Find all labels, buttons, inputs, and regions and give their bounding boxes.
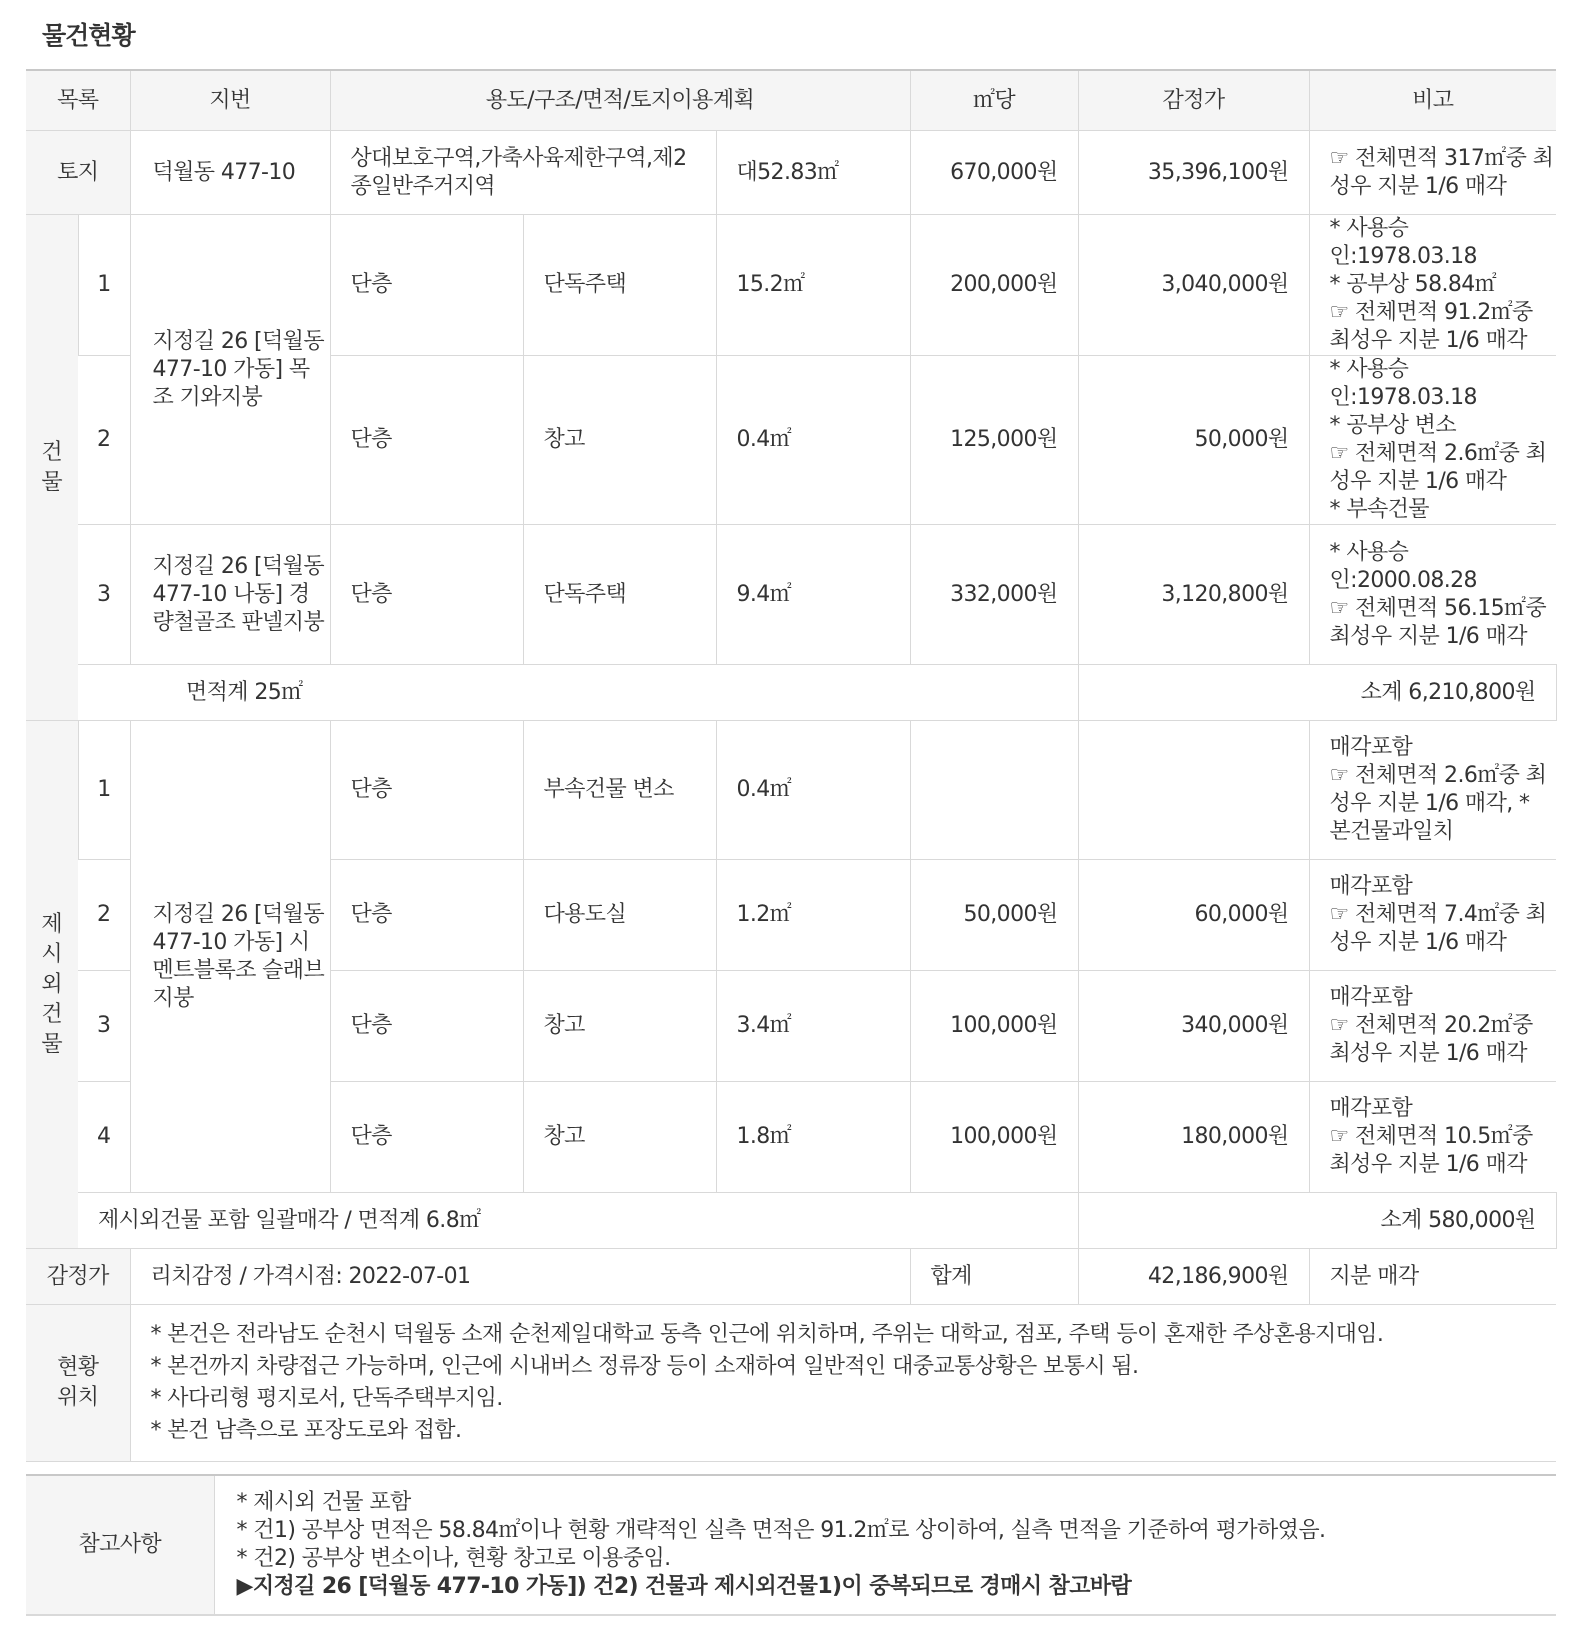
land-label: 토지 — [26, 131, 130, 215]
extra-area: 0.4㎡ — [716, 721, 910, 860]
extra-use: 창고 — [523, 971, 716, 1082]
extra-subtotal: 소계 580,000원 — [1078, 1193, 1556, 1249]
location-line: * 본건은 전라남도 순천시 덕월동 소재 순천제일대학교 동측 인근에 위치하며, 주위는 대학교, 점포, 주택 등이 혼재한 주상혼용지대임. — [150, 1322, 1384, 1347]
land-row — [26, 131, 1556, 215]
appraisal-row — [26, 1249, 1556, 1305]
property-status-table — [26, 69, 1556, 1462]
land-note: ☞ 전체면적 317㎡중 최성우 지분 1/6 매각 — [1309, 131, 1556, 215]
building-unit-price: 332,000원 — [910, 525, 1078, 665]
extra-floor: 단층 — [330, 971, 523, 1082]
reference-line: * 제시외 건물 포함 — [236, 1490, 411, 1515]
building-no: 3 — [78, 525, 130, 665]
reference-label: 참고사항 — [26, 1475, 214, 1615]
extra-price: 340,000원 — [1078, 971, 1309, 1082]
building-notes — [1309, 215, 1556, 356]
building-address-b: 지정길 26 [덕월동 477-10 나동] 경량철골조 판넬지붕 — [130, 525, 330, 665]
land-area: 대52.83㎡ — [716, 131, 910, 215]
building-no: 2 — [78, 356, 130, 525]
header-remarks: 비고 — [1309, 70, 1556, 131]
building-address-a: 지정길 26 [덕월동 477-10 가동] 목조 기와지붕 — [130, 215, 330, 525]
building-notes — [1309, 525, 1556, 665]
extra-notes — [1309, 721, 1556, 860]
land-jibun: 덕월동 477-10 — [130, 131, 330, 215]
extra-unit-price: 100,000원 — [910, 1082, 1078, 1193]
reference-line: * 건2) 공부상 변소이나, 현황 창고로 이용중임. — [236, 1546, 671, 1571]
extra-floor: 단층 — [330, 721, 523, 860]
note-line: * 사용승인:2000.08.28 — [1329, 539, 1477, 593]
header-row — [26, 70, 1556, 131]
building-area: 0.4㎡ — [716, 356, 910, 525]
extra-use: 부속건물 변소 — [523, 721, 716, 860]
building-row-3 — [26, 525, 1556, 665]
extra-price: 180,000원 — [1078, 1082, 1309, 1193]
note-line: * 부속건물 — [1329, 497, 1429, 522]
location-description — [130, 1305, 1556, 1462]
header-usage: 용도/구조/면적/토지이용계획 — [330, 70, 910, 131]
extra-no: 3 — [78, 971, 130, 1082]
building-price: 3,120,800원 — [1078, 525, 1309, 665]
building-unit-price: 125,000원 — [910, 356, 1078, 525]
appraisal-note: 지분 매각 — [1309, 1249, 1556, 1305]
building-price: 50,000원 — [1078, 356, 1309, 525]
appraisal-total-label: 합계 — [910, 1249, 1078, 1305]
land-unit-price: 670,000원 — [910, 131, 1078, 215]
extra-price: 60,000원 — [1078, 860, 1309, 971]
building-notes — [1309, 356, 1556, 525]
extra-use: 다용도실 — [523, 860, 716, 971]
building-subtotal: 소계 6,210,800원 — [1078, 665, 1556, 721]
location-row — [26, 1305, 1556, 1462]
extra-address: 지정길 26 [덕월동 477-10 가동] 시멘트블록조 슬래브지붕 — [130, 721, 330, 1193]
extra-row-1 — [26, 721, 1556, 860]
extra-notes — [1309, 860, 1556, 971]
note-line: 매각포함 — [1329, 874, 1413, 899]
section-title: 물건현황 — [42, 21, 135, 50]
reference-row — [26, 1475, 1556, 1615]
extra-notes — [1309, 971, 1556, 1082]
reference-table — [26, 1474, 1556, 1616]
building-floor: 단층 — [330, 215, 523, 356]
building-no: 1 — [78, 215, 130, 356]
note-line: * 사용승인:1978.03.18 — [1329, 216, 1477, 269]
building-area: 15.2㎡ — [716, 215, 910, 356]
note-line: ☞ 전체면적 20.2㎡중 최성우 지분 1/6 매각 — [1329, 1013, 1533, 1066]
building-use: 단독주택 — [523, 525, 716, 665]
note-line: ☞ 전체면적 56.15㎡중 최성우 지분 1/6 매각 — [1329, 595, 1547, 649]
land-price: 35,396,100원 — [1078, 131, 1309, 215]
appraisal-text: 리치감정 / 가격시점: 2022-07-01 — [130, 1249, 910, 1305]
building-unit-price: 200,000원 — [910, 215, 1078, 356]
extra-unit-price — [910, 721, 1078, 860]
extra-price — [1078, 721, 1309, 860]
extra-unit-price: 100,000원 — [910, 971, 1078, 1082]
reference-warning: ▶지정길 26 [덕월동 477-10 가동]) 건2) 건물과 제시외건물1)이 중복되므로 경매시 참고바람 — [236, 1574, 1132, 1599]
header-list: 목록 — [26, 70, 130, 131]
location-label: 현황위치 — [26, 1305, 130, 1462]
building-subtotal-row — [26, 665, 1556, 721]
building-row-1 — [26, 215, 1556, 356]
extra-no: 1 — [78, 721, 130, 860]
location-line: * 사다리형 평지로서, 단독주택부지임. — [150, 1386, 503, 1411]
note-line: * 공부상 변소 — [1329, 413, 1456, 438]
note-line: * 공부상 58.84㎡ — [1329, 272, 1497, 297]
note-line: * 사용승인:1978.03.18 — [1329, 357, 1477, 410]
note-line: 매각포함 — [1329, 1096, 1413, 1121]
extra-area: 1.8㎡ — [716, 1082, 910, 1193]
extra-unit-price: 50,000원 — [910, 860, 1078, 971]
extra-area: 3.4㎡ — [716, 971, 910, 1082]
building-area-total: 면적계 25㎡ — [78, 665, 1078, 721]
extra-use: 창고 — [523, 1082, 716, 1193]
note-line: 매각포함 — [1329, 985, 1413, 1010]
extra-area: 1.2㎡ — [716, 860, 910, 971]
building-area: 9.4㎡ — [716, 525, 910, 665]
header-jibun: 지번 — [130, 70, 330, 131]
reference-line: * 건1) 공부상 면적은 58.84㎡이나 현황 개략적인 실측 면적은 91.2㎡로 상이하여, 실측 면적을 기준하여 평가하였음. — [236, 1518, 1326, 1543]
note-line: ☞ 전체면적 2.6㎡중 최성우 지분 1/6 매각 — [1329, 441, 1547, 494]
note-line: ☞ 전체면적 10.5㎡중 최성우 지분 1/6 매각 — [1329, 1124, 1533, 1177]
note-line: ☞ 전체면적 7.4㎡중 최성우 지분 1/6 매각 — [1329, 902, 1547, 955]
extra-label: 제시외건물 — [26, 721, 78, 1249]
building-label: 건물 — [26, 215, 78, 721]
reference-notes — [214, 1475, 1556, 1615]
building-use: 단독주택 — [523, 215, 716, 356]
extra-floor: 단층 — [330, 860, 523, 971]
extra-notes — [1309, 1082, 1556, 1193]
extra-no: 4 — [78, 1082, 130, 1193]
appraisal-label: 감정가 — [26, 1249, 130, 1305]
note-line: ☞ 전체면적 2.6㎡중 최성우 지분 1/6 매각, * 본건물과일치 — [1329, 763, 1547, 844]
extra-subtotal-row — [26, 1193, 1556, 1249]
extra-floor: 단층 — [330, 1082, 523, 1193]
note-line: 매각포함 — [1329, 735, 1413, 760]
location-line: * 본건 남측으로 포장도로와 접함. — [150, 1418, 462, 1443]
building-use: 창고 — [523, 356, 716, 525]
building-floor: 단층 — [330, 525, 523, 665]
land-zone: 상대보호구역,가축사육제한구역,제2종일반주거지역 — [330, 131, 716, 215]
note-line: ☞ 전체면적 91.2㎡중 최성우 지분 1/6 매각 — [1329, 300, 1533, 353]
extra-summary: 제시외건물 포함 일괄매각 / 면적계 6.8㎡ — [78, 1193, 1078, 1249]
extra-no: 2 — [78, 860, 130, 971]
location-line: * 본건까지 차량접근 가능하며, 인근에 시내버스 정류장 등이 소재하여 일반적인 대중교통상황은 보통시 됨. — [150, 1354, 1139, 1379]
appraisal-total: 42,186,900원 — [1078, 1249, 1309, 1305]
building-price: 3,040,000원 — [1078, 215, 1309, 356]
header-unit-price: ㎡당 — [910, 70, 1078, 131]
header-appraisal: 감정가 — [1078, 70, 1309, 131]
building-floor: 단층 — [330, 356, 523, 525]
